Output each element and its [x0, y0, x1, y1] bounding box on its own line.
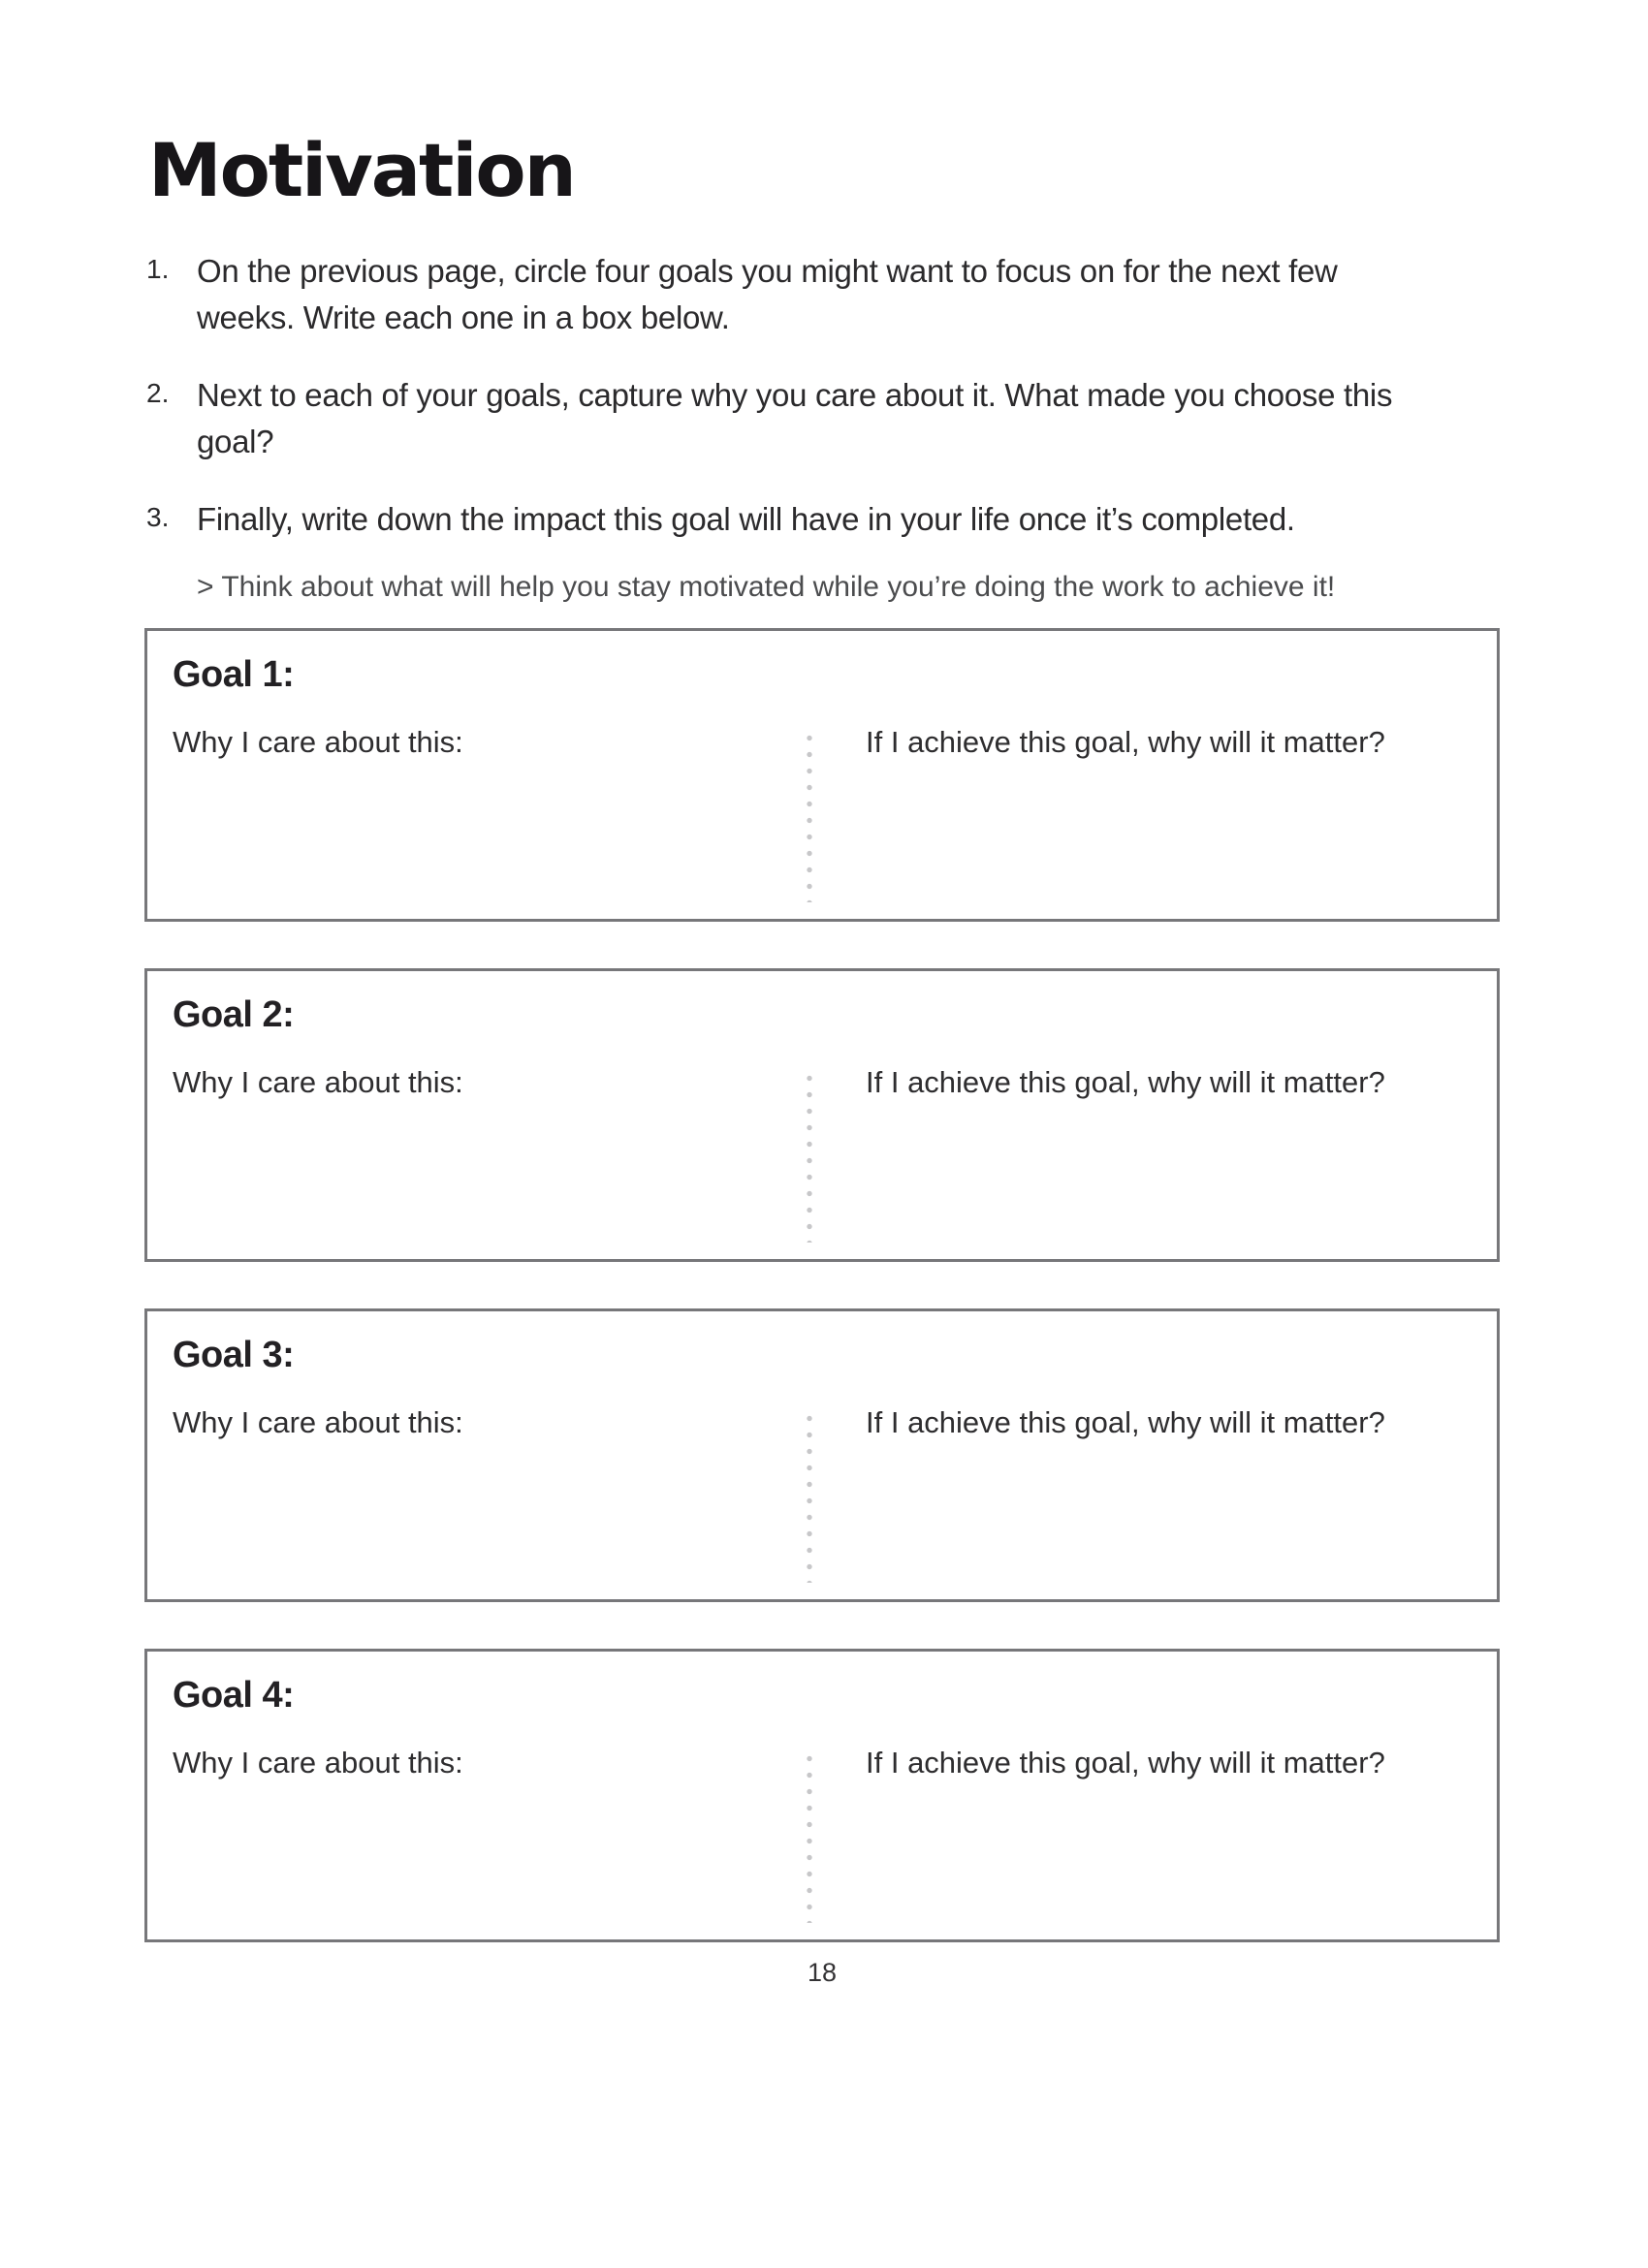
impact-writing-area[interactable]: [866, 1117, 1477, 1247]
why-care-label: Why I care about this:: [173, 1405, 463, 1440]
instruction-number: 3.: [146, 502, 170, 533]
impact-writing-area[interactable]: [866, 1457, 1477, 1588]
dotted-divider: [807, 1070, 812, 1243]
dotted-divider: [807, 1410, 812, 1583]
instruction-number: 1.: [146, 254, 170, 285]
dotted-divider: [807, 730, 812, 902]
instruction-number: 2.: [146, 378, 170, 409]
why-care-label: Why I care about this:: [173, 1746, 463, 1780]
why-writing-area[interactable]: [173, 1457, 783, 1588]
instructions-note: > Think about what will help you stay motivated while you’re doing the work to achieve it!: [197, 571, 1336, 604]
page-title: Motivation: [148, 127, 575, 213]
instruction-item-2: [144, 372, 1500, 465]
goal-box-1: [144, 628, 1500, 922]
worksheet-page: [144, 127, 1500, 1988]
instruction-item-1: [144, 248, 1500, 341]
dotted-divider: [807, 1750, 812, 1923]
impact-writing-area[interactable]: [866, 776, 1477, 907]
impact-label: If I achieve this goal, why will it matter?: [866, 1746, 1385, 1780]
instruction-text: On the previous page, circle four goals you might want to focus on for the next few weeks. Write each one in a box below.: [197, 253, 1338, 336]
why-writing-area[interactable]: [173, 776, 783, 907]
instruction-text: Finally, write down the impact this goal will have in your life once it’s completed.: [197, 501, 1295, 538]
goal-box-3: [144, 1308, 1500, 1602]
goal-title: Goal 1:: [173, 654, 295, 696]
page-number: 18: [807, 1958, 838, 1988]
impact-writing-area[interactable]: [866, 1797, 1477, 1928]
goal-title: Goal 4:: [173, 1675, 295, 1717]
goal-box-4: [144, 1649, 1500, 1942]
instructions-list: [144, 248, 1500, 543]
impact-label: If I achieve this goal, why will it matter?: [866, 725, 1385, 760]
impact-label: If I achieve this goal, why will it matter?: [866, 1065, 1385, 1100]
why-care-label: Why I care about this:: [173, 1065, 463, 1100]
impact-label: If I achieve this goal, why will it matter?: [866, 1405, 1385, 1440]
goal-title: Goal 3:: [173, 1335, 295, 1376]
goal-title: Goal 2:: [173, 994, 295, 1036]
goal-box-2: [144, 968, 1500, 1262]
why-care-label: Why I care about this:: [173, 725, 463, 760]
instruction-item-3: [144, 496, 1500, 543]
instruction-text: Next to each of your goals, capture why you care about it. What made you choose this goal?: [197, 377, 1393, 460]
why-writing-area[interactable]: [173, 1797, 783, 1928]
why-writing-area[interactable]: [173, 1117, 783, 1247]
